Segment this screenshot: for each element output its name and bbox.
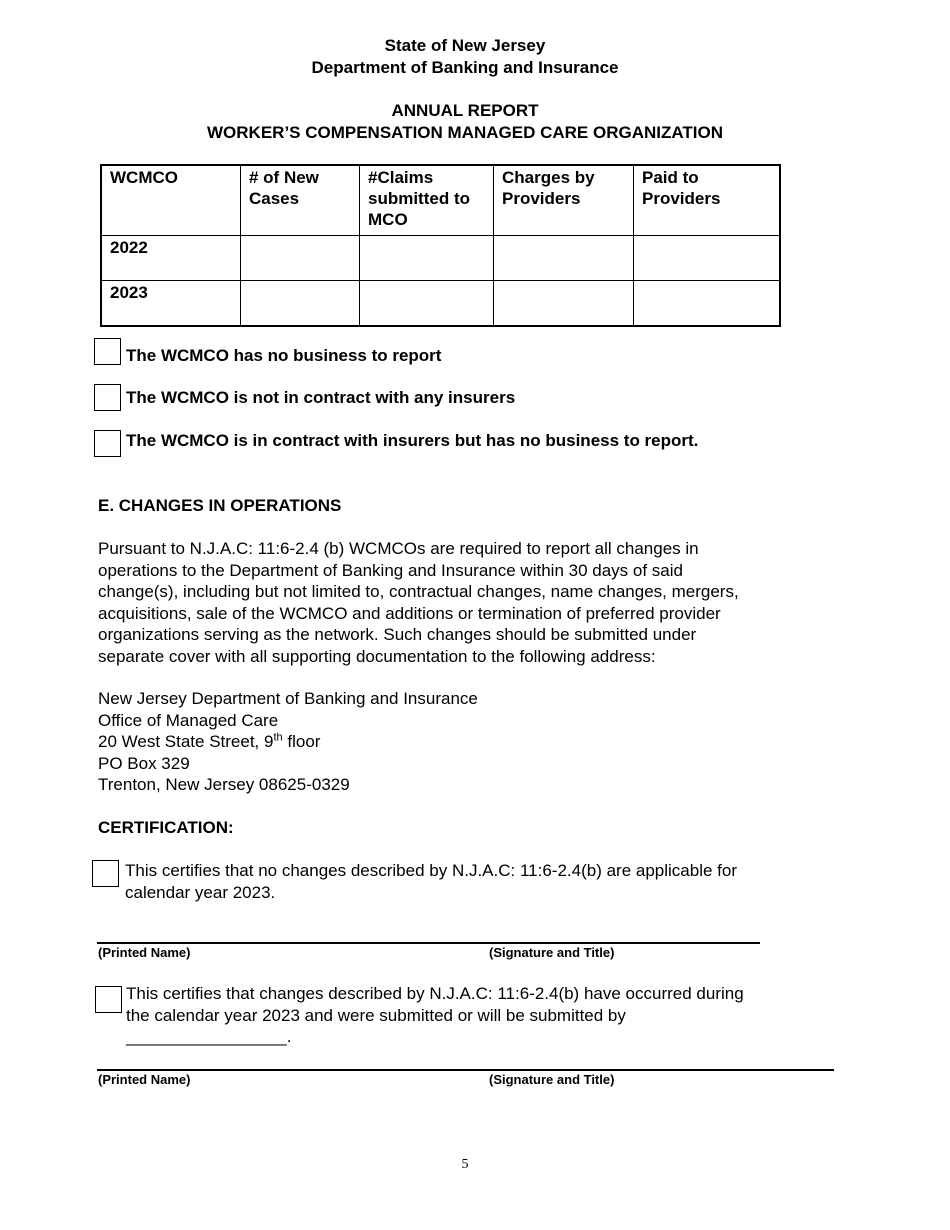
signature-title-label: (Signature and Title) — [489, 945, 615, 960]
table-cell[interactable] — [241, 236, 360, 281]
paragraph-line: Pursuant to N.J.A.C: 11:6-2.4 (b) WCMCOs are required to report all changes in — [98, 539, 699, 558]
paragraph-line: change(s), including but not limited to, contractual changes, name changes, mergers, — [98, 582, 739, 601]
address-line: Trenton, New Jersey 08625-0329 — [98, 775, 350, 794]
signature-line[interactable] — [97, 942, 760, 944]
report-title: ANNUAL REPORT — [391, 101, 539, 120]
table-header-row — [101, 165, 780, 236]
no-changes-certification-text: This certifies that no changes described by N.J.A.C: 11:6-2.4(b) are applicable for calendar year 2023. — [125, 861, 737, 902]
table-cell[interactable] — [634, 236, 781, 281]
table-cell[interactable] — [360, 281, 494, 327]
certification-heading: CERTIFICATION: — [98, 818, 234, 837]
paragraph-line: operations to the Department of Banking and Insurance within 30 days of said — [98, 560, 683, 580]
column-header: Charges by Providers — [494, 165, 634, 236]
address-line: 20 West State Street, 9th floor — [98, 731, 321, 751]
changes-occurred-checkbox[interactable] — [95, 986, 122, 1013]
department-heading: Department of Banking and Insurance — [311, 58, 619, 77]
report-subtitle: WORKER’S COMPENSATION MANAGED CARE ORGANIZATION — [207, 123, 723, 142]
no-contract-checkbox[interactable] — [94, 384, 121, 411]
changes-occurred-certification-text: This certifies that changes described by N.J.A.C: 11:6-2.4(b) have occurred during the calendar year 2023 and were submitted or will be submitted by _________________. — [126, 984, 744, 1046]
column-header: WCMCO — [101, 165, 241, 236]
state-heading: State of New Jersey — [384, 36, 546, 55]
paragraph-line: organizations serving as the network. Such changes should be submitted under — [98, 625, 697, 644]
table-cell[interactable] — [494, 236, 634, 281]
printed-name-label: (Printed Name) — [98, 945, 191, 960]
no-business-label: The WCMCO has no business to report — [126, 346, 442, 365]
no-contract-label: The WCMCO is not in contract with any insurers — [126, 388, 516, 407]
signature-title-label: (Signature and Title) — [489, 1072, 615, 1087]
signature-line[interactable] — [97, 1069, 834, 1071]
table-cell[interactable] — [241, 281, 360, 327]
table-cell[interactable] — [360, 236, 494, 281]
no-business-checkbox[interactable] — [94, 338, 121, 365]
contract-no-business-checkbox[interactable] — [94, 430, 121, 457]
row-label: 2023 — [101, 281, 241, 327]
mailing-address — [98, 688, 478, 796]
page-number: 5 — [461, 1157, 469, 1172]
column-header: #Claims submitted to MCO — [360, 165, 494, 236]
address-line: Office of Managed Care — [98, 710, 279, 730]
no-changes-checkbox[interactable] — [92, 860, 119, 887]
column-header: # of New Cases — [241, 165, 360, 236]
address-line: PO Box 329 — [98, 753, 190, 773]
section-e-heading: E. CHANGES IN OPERATIONS — [98, 496, 342, 515]
printed-name-label: (Printed Name) — [98, 1072, 191, 1087]
table-cell[interactable] — [634, 281, 781, 327]
section-e-paragraph — [98, 538, 739, 667]
row-label: 2022 — [101, 236, 241, 281]
column-header: Paid to Providers — [634, 165, 781, 236]
table-row — [101, 236, 780, 281]
table-cell[interactable] — [494, 281, 634, 327]
report-table — [100, 164, 781, 327]
table-row — [101, 281, 780, 327]
contract-no-business-label: The WCMCO is in contract with insurers but has no business to report. — [126, 431, 699, 450]
paragraph-line: separate cover with all supporting documentation to the following address: — [98, 646, 656, 666]
address-line: New Jersey Department of Banking and Insurance — [98, 689, 478, 708]
paragraph-line: acquisitions, sale of the WCMCO and additions or termination of preferred provider — [98, 603, 721, 623]
